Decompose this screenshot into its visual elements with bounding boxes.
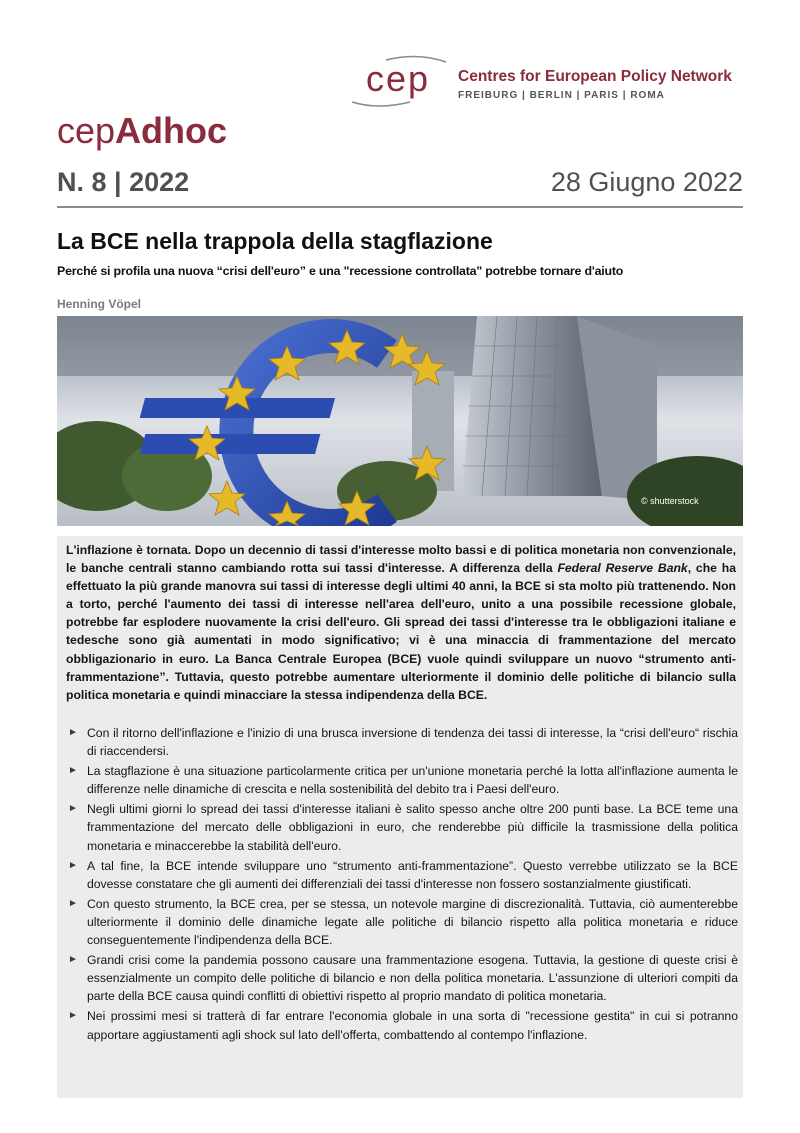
key-point: ► Nei prossimi mesi si tratterà di far entrare l'economia globale in una sorta di "recessione gestita" in cui si potranno apportare aggiustamenti agli shock sul lato dell'offerta, combattendo al contempo l'inflazione. [68, 1009, 738, 1042]
arrow-right-icon: ► [68, 727, 78, 738]
article-title: La BCE nella trappola della stagflazione [57, 228, 493, 254]
arrow-right-icon: ► [68, 954, 78, 966]
article-author: Henning Vöpel [57, 297, 141, 311]
euro-sculpture-photo [57, 316, 743, 526]
key-point: ► Negli ultimi giorni lo spread dei tassi d'interesse italiani è salito spesso anche oltre 200 punti base. La BCE teme una frammentazione del mercato delle obbligazioni in euro, che renderebbe più difficile la trasmissione della politica monetaria e minaccerebbe la stabilità dell'euro. [68, 802, 738, 853]
issue-number: N. 8 | 2022 [57, 167, 190, 197]
arrow-right-icon: ► [68, 765, 78, 777]
arrow-right-icon: ► [68, 859, 78, 871]
series-prefix: cep [57, 110, 116, 151]
article-subtitle: Perché si profila una nuova “crisi dell'euro” e una "recessione controllata" potrebbe tornare d'aiuto [57, 264, 624, 278]
series-title [57, 110, 227, 152]
key-point: ► La stagflazione è una situazione particolarmente critica per un'unione monetaria perché la lotta all'inflazione aumenta le differenze nelle dinamiche di crescita e nella sostenibilità del debito tra i Paesi dell'euro. [68, 764, 738, 797]
key-points-list [66, 724, 738, 1046]
header-divider [57, 206, 743, 208]
federal-reserve-italic: Federal Reserve Bank [557, 561, 688, 576]
photo-credit: © shutterstock [641, 496, 699, 506]
key-point: ► Con questo strumento, la BCE crea, per se stessa, un notevole margine di discrezionalità. Tuttavia, ciò aumenterebbe ulteriormente il dominio delle dinamiche legate alle politiche di bilancio rispetto alla politica monetaria e riduce conseguentemente l'indipendenza della BCE. [68, 896, 738, 948]
arrow-right-icon: ► [68, 897, 78, 909]
publication-date: 28 Giugno 2022 [550, 167, 743, 197]
series-name: Adhoc [115, 110, 228, 151]
summary-lead: L'inflazione è tornata. Dopo un decennio di tassi d'interesse molto bassi e di politica monetaria non convenzionale, le banche centrali stanno cambiando rotta sui tassi d'interesse. A differenza della Federal Reserve Bank, che ha effettuato la più grande manovra sui tassi di interesse degli ultimi 40 anni, la BCE si sta molto più trattenendo. Non a torto, perché l'aumento dei tassi di interesse nell'area dell'euro, unito a una possibile recessione globale, potrebbe far esplodere nuovamente la crisi dell'euro. Gli spread dei tassi d'interesse tra le obbligazioni italiane e tedesche sono già aumentati in modo significativo; vi è una minaccia di frammentazione del mercato obbligazionario in euro. La Banca Centrale Europea (BCE) vuole quindi sviluppare un nuovo “strumento anti-frammentazione”. Tuttavia, questo potrebbe aumentare ulteriormente il dominio delle politiche di bilancio sulla politica monetaria e quindi minacciare la stessa indipendenza della BCE. [66, 543, 736, 702]
network-name: Centres for European Policy Network [458, 68, 732, 85]
arrow-right-icon: ► [68, 803, 78, 815]
arrow-right-icon: ► [68, 1010, 78, 1022]
network-cities: FREIBURG | BERLIN | PARIS | ROMA [458, 90, 665, 101]
logo-text: cep [366, 58, 431, 99]
key-point: ► Con il ritorno dell'inflazione e l'inizio di una brusca inversione di tendenza dei tassi di interesse, la “crisi dell'euro“ rischia di riaccendersi. [68, 726, 738, 759]
key-point: ► A tal fine, la BCE intende sviluppare uno “strumento anti-frammentazione”. Questo verrebbe utilizzato se la BCE dovesse constatare che gli aumenti dei differenziali dei tassi d'interesse non fossero sostanzialmente giustificati. [68, 858, 738, 891]
key-point: ► Grandi crisi come la pandemia possono causare una frammentazione esogena. Tuttavia, la gestione di queste crisi è essenzialmente un compito delle politiche di bilancio e non della politica monetaria. L'assunzione di ulteriori compiti da parte della BCE causa quindi conflitti di obiettivi rispetto al proprio mandato di politica monetaria. [68, 953, 738, 1004]
